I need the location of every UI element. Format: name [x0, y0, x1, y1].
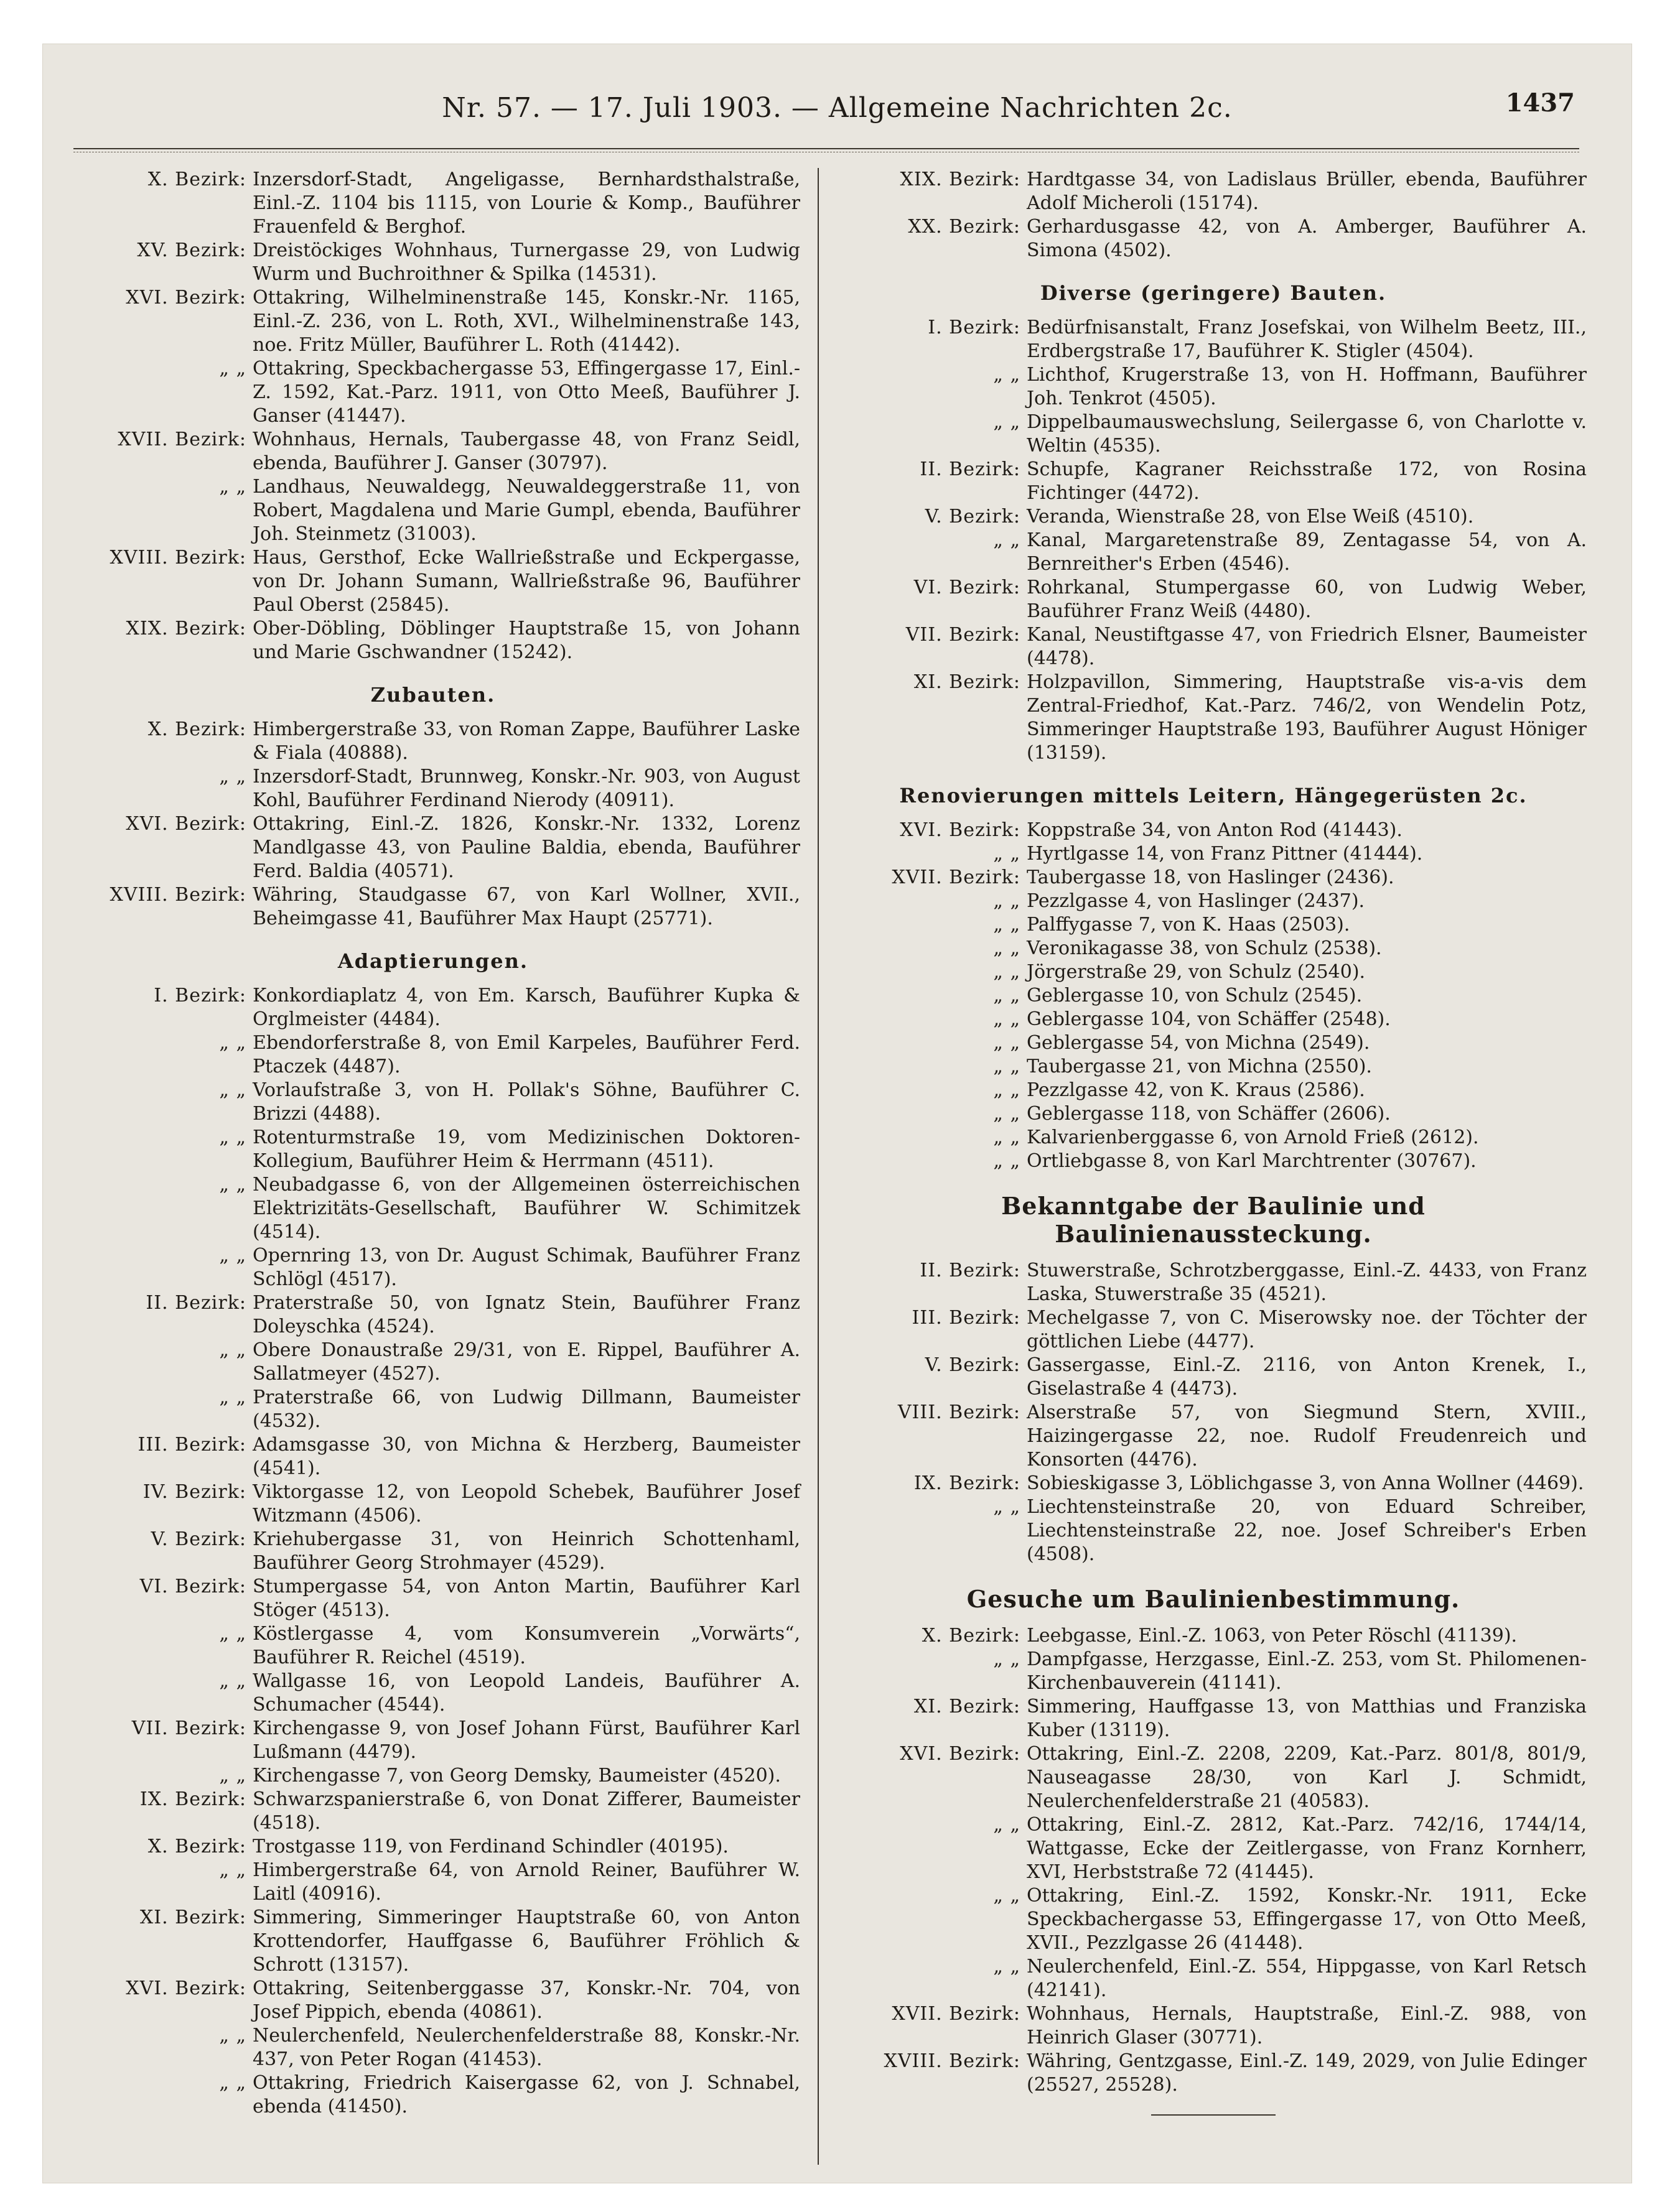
entry-text: Neubadgasse 6, von der Allgemeinen österreichischen Elektrizitäts-Gesellschaft, Bauführer W. Schimitzek (4514).	[253, 1174, 800, 1243]
list-item	[66, 1386, 800, 1433]
district-label: „ „	[219, 1339, 246, 1361]
list-item	[840, 1055, 1587, 1079]
district-label: „ „	[993, 1079, 1020, 1101]
list-item	[840, 1884, 1587, 1955]
district-label: XV. Bezirk:	[137, 239, 246, 261]
list-item	[840, 984, 1587, 1008]
list-item	[840, 960, 1587, 984]
entry-text: Hyrtlgasse 14, von Franz Pittner (41444).	[1027, 843, 1423, 865]
entry-text: Veranda, Wienstraße 28, von Else Weiß (4510).	[1027, 506, 1474, 527]
list-item	[66, 1835, 800, 1859]
entry-text: Dampfgasse, Herzgasse, Einl.-Z. 253, vom St. Philomenen-Kirchenbauverein (41141).	[1027, 1648, 1587, 1694]
entry-text: Dreistöckiges Wohnhaus, Turnergasse 29, von Ludwig Wurm und Buchroithner & Spilka (14531).	[253, 239, 800, 285]
district-label: XVIII. Bezirk:	[884, 2050, 1020, 2072]
district-label: IX. Bezirk:	[913, 1472, 1020, 1494]
list-item	[840, 1742, 1587, 1813]
entry-text: Pezzlgasse 42, von K. Kraus (2586).	[1027, 1079, 1365, 1101]
list-item	[66, 1031, 800, 1079]
entry-text: Inzersdorf-Stadt, Brunnweg, Konskr.-Nr. 903, von August Kohl, Bauführer Ferdinand Nierody (40911).	[253, 766, 800, 811]
district-label: XIX. Bezirk:	[126, 618, 246, 639]
list-item	[66, 1126, 800, 1173]
district-label: „ „	[219, 358, 246, 379]
list-item	[66, 286, 800, 357]
district-label: XI. Bezirk:	[139, 1907, 246, 1928]
list-item	[840, 363, 1587, 411]
list-item	[840, 937, 1587, 960]
district-label: „ „	[219, 1765, 246, 1787]
list-item	[66, 239, 800, 286]
entry-text: Kirchengasse 9, von Josef Johann Fürst, Bauführer Karl Lußmann (4479).	[253, 1717, 800, 1763]
district-label: II. Bezirk:	[146, 1292, 246, 1314]
section-title-zubauten: Zubauten.	[370, 683, 496, 707]
list-item	[840, 1695, 1587, 1742]
district-label: „ „	[219, 2025, 246, 2047]
district-label: „ „	[993, 1032, 1020, 1054]
district-label: II. Bezirk:	[920, 458, 1020, 480]
list-item	[66, 883, 800, 931]
list-item	[66, 357, 800, 428]
district-label: XVII. Bezirk:	[892, 867, 1020, 888]
entry-text: Praterstraße 50, von Ignatz Stein, Bauführer Franz Doleyschka (4524).	[253, 1292, 800, 1337]
right-top-entries	[840, 168, 1587, 263]
list-item	[66, 1480, 800, 1528]
entry-text: Köstlergasse 4, vom Konsumverein „Vorwärts“, Bauführer R. Reichel (4519).	[253, 1623, 800, 1668]
district-label: „ „	[993, 1814, 1020, 1836]
list-item	[840, 411, 1587, 458]
list-item	[66, 2024, 800, 2071]
entry-text: Ober-Döbling, Döblinger Hauptstraße 15, von Johann und Marie Gschwandner (15242).	[253, 618, 800, 663]
district-label: XVIII. Bezirk:	[110, 884, 246, 906]
entry-text: Haus, Gersthof, Ecke Wallrießstraße und Eckpergasse, von Dr. Johann Sumann, Wallrießstraße 96, Bauführer Paul Oberst (25845).	[253, 547, 800, 616]
list-item	[840, 2002, 1587, 2050]
entry-text: Kriehubergasse 31, von Heinrich Schottenhaml, Bauführer Georg Strohmayer (4529).	[253, 1528, 800, 1574]
district-label: VI. Bezirk:	[139, 1576, 246, 1597]
district-label: „ „	[219, 1174, 246, 1196]
district-label: X. Bezirk:	[147, 718, 246, 740]
entry-text: Kirchengasse 7, von Georg Demsky, Baumeister (4520).	[253, 1765, 781, 1787]
district-label: XVI. Bezirk:	[126, 287, 246, 309]
district-label: V. Bezirk:	[151, 1528, 246, 1550]
district-label: I. Bezirk:	[154, 985, 246, 1006]
list-item	[840, 671, 1587, 765]
district-label: XVI. Bezirk:	[900, 1743, 1020, 1765]
list-item	[840, 1472, 1587, 1495]
district-label: „ „	[993, 1008, 1020, 1030]
renovierungen-entries	[840, 819, 1587, 1173]
district-label: XVII. Bezirk:	[892, 2003, 1020, 2025]
entry-text: Vorlaufstraße 3, von H. Pollak's Söhne, Bauführer C. Brizzi (4488).	[253, 1079, 800, 1125]
section-title-diverse: Diverse (geringere) Bauten.	[1040, 281, 1387, 305]
list-item	[840, 1401, 1587, 1472]
list-item	[66, 1788, 800, 1835]
entry-text: Mechelgasse 7, von C. Miserowsky noe. der Töchter der göttlichen Liebe (4477).	[1027, 1307, 1587, 1352]
district-label: I. Bezirk:	[928, 317, 1020, 338]
district-label: „ „	[219, 1079, 246, 1101]
district-label: „ „	[993, 961, 1020, 983]
district-label: VII. Bezirk:	[131, 1717, 246, 1739]
district-label: „ „	[993, 985, 1020, 1006]
list-item	[840, 623, 1587, 671]
district-label: „ „	[993, 411, 1020, 433]
entry-text: Stuwerstraße, Schrotzberggasse, Einl.-Z. 4433, von Franz Laska, Stuwerstraße 35 (4521).	[1027, 1260, 1587, 1305]
entry-text: Adamsgasse 30, von Michna & Herzberg, Baumeister (4541).	[253, 1434, 800, 1479]
diverse-entries	[840, 316, 1587, 765]
district-label: „ „	[993, 1150, 1020, 1172]
entry-text: Sobieskigasse 3, Löblichgasse 3, von Anna Wollner (4469).	[1027, 1472, 1584, 1494]
entry-text: Praterstraße 66, von Ludwig Dillmann, Baumeister (4532).	[253, 1387, 800, 1432]
entry-text: Ottakring, Einl.-Z. 1826, Konskr.-Nr. 1332, Lorenz Mandlgasse 43, von Pauline Baldia, ebenda, Bauführer Ferd. Baldia (40571).	[253, 813, 800, 882]
entry-text: Jörgerstraße 29, von Schulz (2540).	[1027, 961, 1366, 983]
district-label: XI. Bezirk:	[913, 1696, 1020, 1717]
district-label: II. Bezirk:	[920, 1260, 1020, 1281]
district-label: „ „	[993, 1127, 1020, 1148]
district-label: „ „	[993, 1496, 1020, 1518]
list-item	[840, 1102, 1587, 1126]
entry-text: Taubergasse 21, von Michna (2550).	[1027, 1056, 1372, 1077]
district-label: V. Bezirk:	[925, 506, 1020, 527]
page-header	[42, 88, 1632, 136]
entry-text: Stumpergasse 54, von Anton Martin, Bauführer Karl Stöger (4513).	[253, 1576, 800, 1621]
entry-text: Ottakring, Speckbachergasse 53, Effingergasse 17, Einl.-Z. 1592, Kat.-Parz. 1911, von Otto Meeß, Bauführer J. Ganser (41447).	[253, 358, 800, 427]
newspaper-page	[42, 44, 1632, 2183]
district-label: X. Bezirk:	[922, 1625, 1020, 1647]
list-item	[66, 812, 800, 883]
entry-text: Simmering, Hauffgasse 13, von Matthias und Franziska Kuber (13119).	[1027, 1696, 1587, 1741]
district-label: „ „	[219, 1032, 246, 1054]
entry-text: Wallgasse 16, von Leopold Landeis, Bauführer A. Schumacher (4544).	[253, 1670, 800, 1716]
entry-text: Schupfe, Kagraner Reichsstraße 172, von Rosina Fichtinger (4472).	[1027, 458, 1587, 504]
district-label: „ „	[993, 1103, 1020, 1125]
list-item	[66, 546, 800, 617]
list-item	[840, 2050, 1587, 2097]
list-item	[66, 1977, 800, 2024]
list-item	[840, 1150, 1587, 1173]
section-title-baulinie: Bekanntgabe der Baulinie und Baulinienaussteckung.	[1001, 1192, 1426, 1248]
entry-text: Ottakring, Einl.-Z. 2208, 2209, Kat.-Parz. 801/8, 801/9, Nauseagasse 28/30, von Karl J. Schmidt, Neulerchenfelderstraße 21 (40583).	[1027, 1743, 1587, 1812]
list-item	[840, 316, 1587, 363]
entry-text: Alserstraße 57, von Siegmund Stern, XVIII., Haizingergasse 22, noe. Rudolf Freudenreich und Konsorten (4476).	[1027, 1401, 1587, 1471]
entry-text: Kanal, Neustiftgasse 47, von Friedrich Elsner, Baumeister (4478).	[1027, 624, 1587, 669]
district-label: „ „	[219, 1245, 246, 1266]
district-label: „ „	[219, 476, 246, 498]
district-label: „ „	[219, 1387, 246, 1408]
end-rule	[1151, 2114, 1276, 2116]
entry-text: Konkordiaplatz 4, von Em. Karsch, Bauführer Kupka & Orglmeister (4484).	[253, 985, 800, 1030]
entry-text: Trostgasse 119, von Ferdinand Schindler (40195).	[253, 1836, 729, 1857]
baulinie-entries	[840, 1259, 1587, 1566]
list-item	[840, 1126, 1587, 1150]
entry-text: Geblergasse 54, von Michna (2549).	[1027, 1032, 1370, 1054]
district-label: „ „	[993, 1056, 1020, 1077]
entry-text: Pezzlgasse 4, von Haslinger (2437).	[1027, 890, 1365, 912]
list-item	[840, 576, 1587, 623]
district-label: „ „	[993, 364, 1020, 386]
list-item	[66, 1433, 800, 1480]
entry-text: Inzersdorf-Stadt, Angeligasse, Bernhardsthalstraße, Einl.-Z. 1104 bis 1115, von Lourie & Komp., Bauführer Frauenfeld & Berghof.	[253, 169, 800, 238]
entry-text: Taubergasse 18, von Haslinger (2436).	[1027, 867, 1394, 888]
district-label: VIII. Bezirk:	[897, 1401, 1020, 1423]
section-title-adaptierungen: Adaptierungen.	[337, 949, 529, 973]
entry-text: Ottakring, Seitenberggasse 37, Konskr.-Nr. 704, von Josef Pippich, ebenda (40861).	[253, 1977, 800, 2023]
list-item	[66, 1906, 800, 1977]
entry-text: Währing, Gentzgasse, Einl.-Z. 149, 2029, von Julie Edinger (25527, 25528).	[1027, 2050, 1587, 2096]
district-label: „ „	[993, 937, 1020, 959]
list-item	[66, 765, 800, 812]
district-label: III. Bezirk:	[138, 1434, 246, 1456]
entry-text: Simmering, Simmeringer Hauptstraße 60, von Anton Krottendorfer, Hauffgasse 6, Bauführer Fröhlich & Schrott (13157).	[253, 1907, 800, 1976]
entry-text: Leebgasse, Einl.-Z. 1063, von Peter Röschl (41139).	[1027, 1625, 1518, 1647]
entry-text: Gassergasse, Einl.-Z. 2116, von Anton Krenek, I., Giselastraße 4 (4473).	[1027, 1354, 1587, 1400]
list-item	[840, 1259, 1587, 1306]
entry-text: Palffygasse 7, von K. Haas (2503).	[1027, 914, 1350, 936]
list-item	[840, 1079, 1587, 1102]
entry-text: Bedürfnisanstalt, Franz Josefskai, von Wilhelm Beetz, III., Erdbergstraße 17, Bauführer K. Stigler (4504).	[1027, 317, 1587, 362]
district-label: XVI. Bezirk:	[126, 813, 246, 835]
district-label: XVIII. Bezirk:	[110, 547, 246, 569]
district-label: „ „	[219, 1127, 246, 1148]
list-item	[66, 2071, 800, 2119]
entry-text: Kalvarienberggasse 6, von Arnold Frieß (2612).	[1027, 1127, 1479, 1148]
district-label: IX. Bezirk:	[139, 1788, 246, 1810]
entry-text: Rohrkanal, Stumpergasse 60, von Ludwig Weber, Bauführer Franz Weiß (4480).	[1027, 577, 1587, 622]
list-item	[840, 458, 1587, 505]
entry-text: Himbergerstraße 33, von Roman Zappe, Bauführer Laske & Fiala (40888).	[253, 718, 800, 764]
entry-text: Ottakring, Einl.-Z. 1592, Konskr.-Nr. 1911, Ecke Speckbachergasse 53, Effingergasse 17, von Otto Meeß, XVII., Pezzlgasse 26 (41448).	[1027, 1885, 1587, 1954]
list-item	[840, 1306, 1587, 1354]
list-item	[840, 1955, 1587, 2002]
list-item	[840, 1008, 1587, 1031]
list-item	[66, 168, 800, 239]
entry-text: Holzpavillon, Simmering, Hauptstraße vis-a-vis dem Zentral-Friedhof, Kat.-Parz. 746/2, von Wendelin Potz, Simmeringer Hauptstraße 193, Bauführer August Höniger (13159).	[1027, 671, 1587, 764]
list-item	[66, 1291, 800, 1339]
entry-text: Ottakring, Einl.-Z. 2812, Kat.-Parz. 742/16, 1744/14, Wattgasse, Ecke der Zeitlergasse, von Franz Kornherr, XVI, Herbststraße 72 (41445).	[1027, 1814, 1587, 1883]
list-item	[66, 718, 800, 765]
district-label: „ „	[219, 1859, 246, 1881]
entry-text: Viktorgasse 12, von Leopold Schebek, Bauführer Josef Witzmann (4506).	[253, 1481, 800, 1527]
list-item	[66, 1244, 800, 1291]
list-item	[66, 1717, 800, 1764]
list-item	[840, 1354, 1587, 1401]
district-label: XIX. Bezirk:	[900, 169, 1020, 190]
list-item	[840, 1624, 1587, 1648]
list-item	[66, 1339, 800, 1386]
entry-text: Veronikagasse 38, von Schulz (2538).	[1027, 937, 1382, 959]
entry-text: Schwarzspanierstraße 6, von Donat Zifferer, Baumeister (4518).	[253, 1788, 800, 1834]
list-item	[840, 529, 1587, 576]
right-column	[840, 168, 1587, 2116]
page-number: 1437	[1505, 88, 1575, 118]
district-label: III. Bezirk:	[912, 1307, 1020, 1329]
district-label: VII. Bezirk:	[905, 624, 1020, 646]
list-item	[66, 984, 800, 1031]
district-label: „ „	[993, 1956, 1020, 1977]
list-item	[840, 215, 1587, 263]
entry-text: Koppstraße 34, von Anton Rod (41443).	[1027, 819, 1403, 841]
list-item	[840, 866, 1587, 890]
left-column	[66, 168, 800, 2119]
district-label: XI. Bezirk:	[913, 671, 1020, 693]
entry-text: Dippelbaumauswechslung, Seilergasse 6, von Charlotte v. Weltin (4535).	[1027, 411, 1587, 457]
district-label: „ „	[993, 529, 1020, 551]
entry-text: Ortliebgasse 8, von Karl Marchtrenter (30767).	[1027, 1150, 1477, 1172]
list-item	[840, 1648, 1587, 1695]
district-label: „ „	[219, 1670, 246, 1692]
district-label: „ „	[993, 890, 1020, 912]
entry-text: Wohnhaus, Hernals, Hauptstraße, Einl.-Z. 988, von Heinrich Glaser (30771).	[1027, 2003, 1587, 2048]
entry-text: Kanal, Margaretenstraße 89, Zentagasse 54, von A. Bernreither's Erben (4546).	[1027, 529, 1587, 575]
district-label: „ „	[219, 2072, 246, 2094]
entry-text: Hardtgasse 34, von Ladislaus Brüller, ebenda, Bauführer Adolf Micheroli (15174).	[1027, 169, 1587, 214]
district-label: X. Bezirk:	[147, 169, 246, 190]
entry-text: Ottakring, Wilhelminenstraße 145, Konskr.-Nr. 1165, Einl.-Z. 236, von L. Roth, XVI., Wilhelminenstraße 143, noe. Fritz Müller, Bauführer L. Roth (41442).	[253, 287, 800, 356]
district-label: „ „	[219, 1623, 246, 1645]
page-title: Nr. 57. — 17. Juli 1903. — Allgemeine Nachrichten 2c.	[442, 92, 1233, 124]
list-item	[840, 913, 1587, 937]
entry-text: Liechtensteinstraße 20, von Eduard Schreiber, Liechtensteinstraße 22, noe. Josef Schreiber's Erben (4508).	[1027, 1496, 1587, 1565]
list-item	[840, 505, 1587, 529]
list-item	[66, 1528, 800, 1575]
list-item	[840, 168, 1587, 215]
list-item	[66, 617, 800, 664]
list-item	[66, 1173, 800, 1244]
list-item	[66, 428, 800, 475]
entry-text: Neulerchenfeld, Neulerchenfelderstraße 88, Konskr.-Nr. 437, von Peter Rogan (41453).	[253, 2025, 800, 2070]
adaptierungen-entries	[66, 984, 800, 2119]
list-item	[840, 819, 1587, 842]
header-rule	[73, 148, 1579, 149]
section-title-gesuche: Gesuche um Baulinienbestimmung.	[966, 1585, 1460, 1613]
list-item	[66, 1079, 800, 1126]
district-label: VI. Bezirk:	[913, 577, 1020, 598]
section-title-renovierungen: Renovierungen mittels Leitern, Hängegerüsten 2c.	[899, 784, 1528, 807]
entry-text: Landhaus, Neuwaldegg, Neuwaldeggerstraße 11, von Robert, Magdalena und Marie Gumpl, ebenda, Bauführer Joh. Steinmetz (31003).	[253, 476, 800, 545]
entry-text: Ottakring, Friedrich Kaisergasse 62, von J. Schnabel, ebenda (41450).	[253, 2072, 800, 2117]
list-item	[840, 890, 1587, 913]
list-item	[66, 1622, 800, 1670]
column-divider	[818, 168, 819, 2165]
list-item	[66, 475, 800, 546]
list-item	[840, 1813, 1587, 1884]
district-label: V. Bezirk:	[925, 1354, 1020, 1376]
entry-text: Obere Donaustraße 29/31, von E. Rippel, Bauführer A. Sallatmeyer (4527).	[253, 1339, 800, 1385]
entry-text: Neulerchenfeld, Einl.-Z. 554, Hippgasse, von Karl Retsch (42141).	[1027, 1956, 1587, 2001]
list-item	[840, 1031, 1587, 1055]
entry-text: Währing, Staudgasse 67, von Karl Wollner, XVII., Beheimgasse 41, Bauführer Max Haupt (25771).	[253, 884, 800, 929]
district-label: XVI. Bezirk:	[126, 1977, 246, 1999]
list-item	[840, 1495, 1587, 1566]
entry-text: Wohnhaus, Hernals, Taubergasse 48, von Franz Seidl, ebenda, Bauführer J. Ganser (30797).	[253, 429, 800, 474]
list-item	[840, 842, 1587, 866]
list-item	[66, 1859, 800, 1906]
district-label: „ „	[993, 843, 1020, 865]
left-top-entries	[66, 168, 800, 664]
list-item	[66, 1575, 800, 1622]
entry-text: Rotenturmstraße 19, vom Medizinischen Doktoren-Kollegium, Bauführer Heim & Herrmann (4511).	[253, 1127, 800, 1172]
district-label: „ „	[993, 1648, 1020, 1670]
entry-text: Lichthof, Krugerstraße 13, von H. Hoffmann, Bauführer Joh. Tenkrot (4505).	[1027, 364, 1587, 409]
district-label: „ „	[993, 1885, 1020, 1907]
gesuche-entries	[840, 1624, 1587, 2097]
entry-text: Gerhardusgasse 42, von A. Amberger, Bauführer A. Simona (4502).	[1027, 216, 1587, 261]
entry-text: Himbergerstraße 64, von Arnold Reiner, Bauführer W. Laitl (40916).	[253, 1859, 800, 1905]
entry-text: Geblergasse 104, von Schäffer (2548).	[1027, 1008, 1391, 1030]
entry-text: Ebendorferstraße 8, von Emil Karpeles, Bauführer Ferd. Ptaczek (4487).	[253, 1032, 800, 1077]
list-item	[66, 1670, 800, 1717]
entry-text: Geblergasse 10, von Schulz (2545).	[1027, 985, 1363, 1006]
district-label: XVII. Bezirk:	[118, 429, 246, 450]
district-label: IV. Bezirk:	[142, 1481, 246, 1503]
zubauten-entries	[66, 718, 800, 931]
entry-text: Opernring 13, von Dr. August Schimak, Bauführer Franz Schlögl (4517).	[253, 1245, 800, 1290]
list-item	[66, 1764, 800, 1788]
district-label: X. Bezirk:	[147, 1836, 246, 1857]
entry-text: Geblergasse 118, von Schäffer (2606).	[1027, 1103, 1391, 1125]
district-label: XVI. Bezirk:	[900, 819, 1020, 841]
district-label: XX. Bezirk:	[908, 216, 1020, 238]
district-label: „ „	[219, 766, 246, 788]
district-label: „ „	[993, 914, 1020, 936]
